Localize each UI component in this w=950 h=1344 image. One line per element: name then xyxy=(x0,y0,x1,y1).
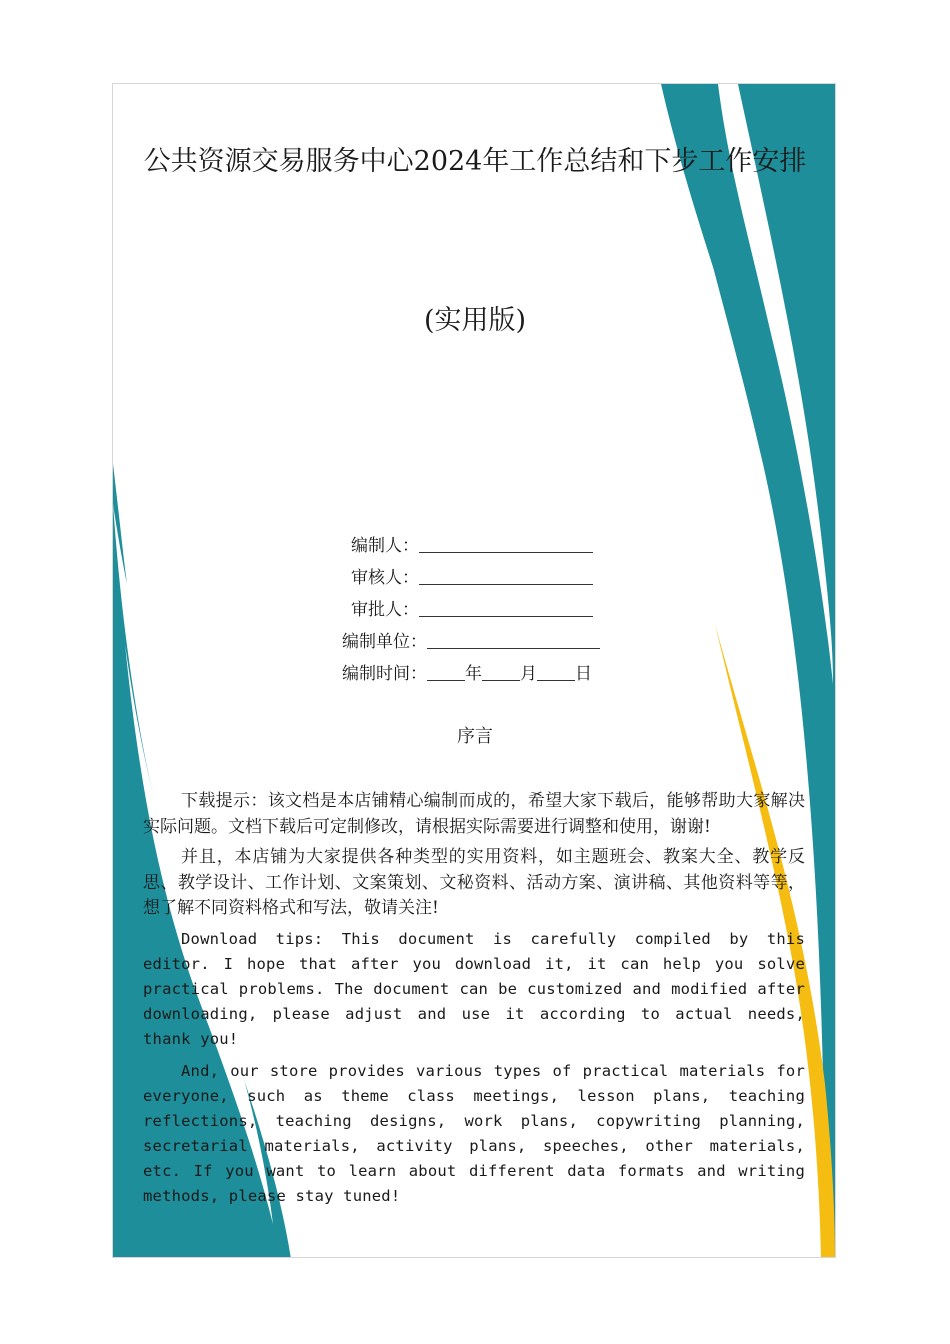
date-field xyxy=(113,658,836,690)
organization-field xyxy=(113,626,836,658)
reviewer-blank[interactable] xyxy=(419,564,593,585)
year-unit: 年 xyxy=(465,664,482,684)
day-blank[interactable] xyxy=(537,660,575,681)
month-blank[interactable] xyxy=(482,660,520,681)
paragraph-en-store-info: And, our store provides various types of practical materials for everyone, such as theme class meetings, lesson plans, teaching reflections, teaching designs, work plans, copywriting planning, secretarial materials, activity plans, speeches, other materials, etc. If you want to learn about different data formats and writing methods, please stay tuned! xyxy=(143,1061,805,1205)
compiler-field xyxy=(113,530,836,562)
approver-field xyxy=(113,594,836,626)
document-title: 公共资源交易服务中心2024年工作总结和下步工作安排 xyxy=(143,146,807,177)
document-page xyxy=(112,83,836,1258)
edition-label: (实用版) xyxy=(423,305,527,336)
paragraph-cn-store-info: 并且，本店铺为大家提供各种类型的实用资料，如主题班会、教案大全、教学反思、教学设计、工作计划、文案策划、文秘资料、活动方案、演讲稿、其他资料等等，想了解不同资料格式和写法，敬请关注! xyxy=(143,847,805,918)
month-unit: 月 xyxy=(520,664,537,684)
date-label: 编制时间： xyxy=(342,664,427,684)
compiler-blank[interactable] xyxy=(419,532,593,553)
compiler-label: 编制人： xyxy=(351,536,419,556)
paragraph-en-download-tip: Download tips: This document is carefully compiled by this editor. I hope that after you download it, it can help you solve practical problems. The document can be customized and modified after downloading, please adjust and use it according to actual needs, thank you! xyxy=(143,929,805,1048)
organization-blank[interactable] xyxy=(427,628,600,649)
year-blank[interactable] xyxy=(427,660,465,681)
reviewer-label: 审核人： xyxy=(351,568,419,588)
meta-fields xyxy=(113,530,836,690)
approver-label: 审批人： xyxy=(351,600,419,620)
approver-blank[interactable] xyxy=(419,596,593,617)
organization-label: 编制单位： xyxy=(342,632,427,652)
day-unit: 日 xyxy=(575,664,592,684)
preface-heading: 序言 xyxy=(457,726,493,747)
preface-body xyxy=(143,789,805,1216)
paragraph-cn-download-tip: 下载提示：该文档是本店铺精心编制而成的，希望大家下载后，能够帮助大家解决实际问题。文档下载后可定制修改，请根据实际需要进行调整和使用，谢谢! xyxy=(143,791,805,837)
reviewer-field xyxy=(113,562,836,594)
